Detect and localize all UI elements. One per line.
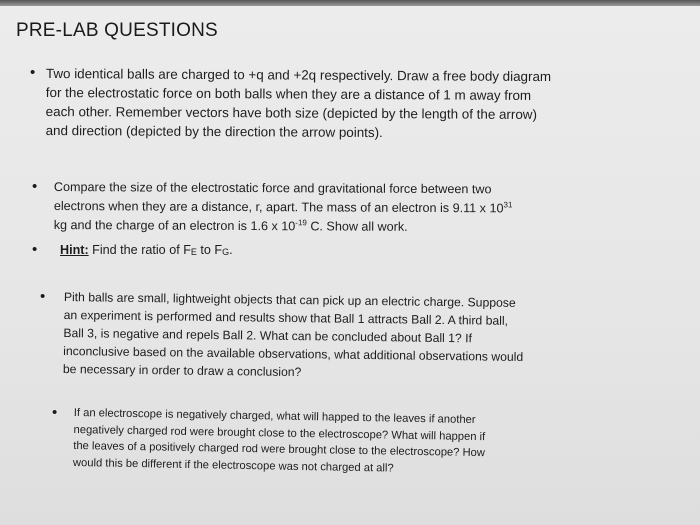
hint (60, 241, 233, 260)
hint-text: Find the ratio of F (88, 243, 191, 257)
question-3-line: be necessary in order to draw a conclusion? (62, 361, 302, 380)
mass-exponent: 31 (503, 200, 513, 210)
hint-sub-g: G (222, 247, 230, 257)
charge-exponent: -19 (295, 218, 307, 228)
question-1 (46, 64, 552, 143)
bullet-hint: • (32, 241, 38, 258)
question-2-line (54, 197, 513, 218)
question-2 (54, 178, 513, 237)
bullet-q2: • (32, 178, 38, 195)
question-4-line: the leaves of a positively charged rod were brought close to the electroscope? How (73, 439, 486, 460)
question-2-tail-text: C. Show all work. (306, 219, 408, 234)
question-1-line: Two identical balls are charged to +q and +2q respectively. Draw a free body diagram (45, 65, 552, 85)
bullet-q1: • (30, 64, 36, 81)
question-3-line: Pith balls are small, lightweight objects that can pick up an electric charge. Suppose (63, 289, 516, 310)
question-3-line: inconclusive based on the available observations, what additional observations would (63, 343, 524, 365)
hint-line (60, 241, 233, 260)
page-title: PRE-LAB QUESTIONS (16, 20, 218, 41)
question-3-line: Ball 3, is negative and repels Ball 2. What can be concluded about Ball 1? If (63, 325, 473, 346)
hint-sub-e: E (190, 247, 197, 257)
hint-text-end: . (229, 243, 233, 257)
question-2-charge-text: kg and the charge of an electron is 1.6 x 10 (53, 217, 296, 234)
question-1-line: each other. Remember vectors have both size (depicted by the length of the arrow) (45, 103, 538, 122)
question-2-line: Compare the size of the electrostatic force and gravitational force between two (53, 179, 492, 197)
question-3 (63, 288, 524, 384)
question-2-line (54, 216, 513, 237)
hint-text-mid: to F (196, 243, 223, 257)
question-4 (73, 405, 486, 478)
bullet-q3: • (40, 288, 46, 305)
bullet-q4: • (52, 404, 58, 421)
question-4-line: If an electroscope is negatively charged, what will happed to the leaves if another (73, 406, 476, 427)
question-1-line: for the electrostatic force on both balls when they are a distance of 1 m away from (45, 84, 532, 103)
question-3-line: an experiment is performed and results show that Ball 1 attracts Ball 2. A third ball, (63, 307, 509, 328)
question-4-line: would this be different if the electroscope was not charged at all? (72, 456, 394, 475)
question-4-line: negatively charged rod were brought close to the electroscope? What will happen if (73, 423, 486, 443)
question-1-line: and direction (depicted by the direction the arrow points). (45, 122, 383, 141)
question-2-mass-text: electrons when they are a distance, r, apart. The mass of an electron is 9.11 x 10 (53, 198, 504, 216)
top-edge-shadow (0, 0, 700, 6)
hint-label: Hint: (60, 243, 89, 257)
